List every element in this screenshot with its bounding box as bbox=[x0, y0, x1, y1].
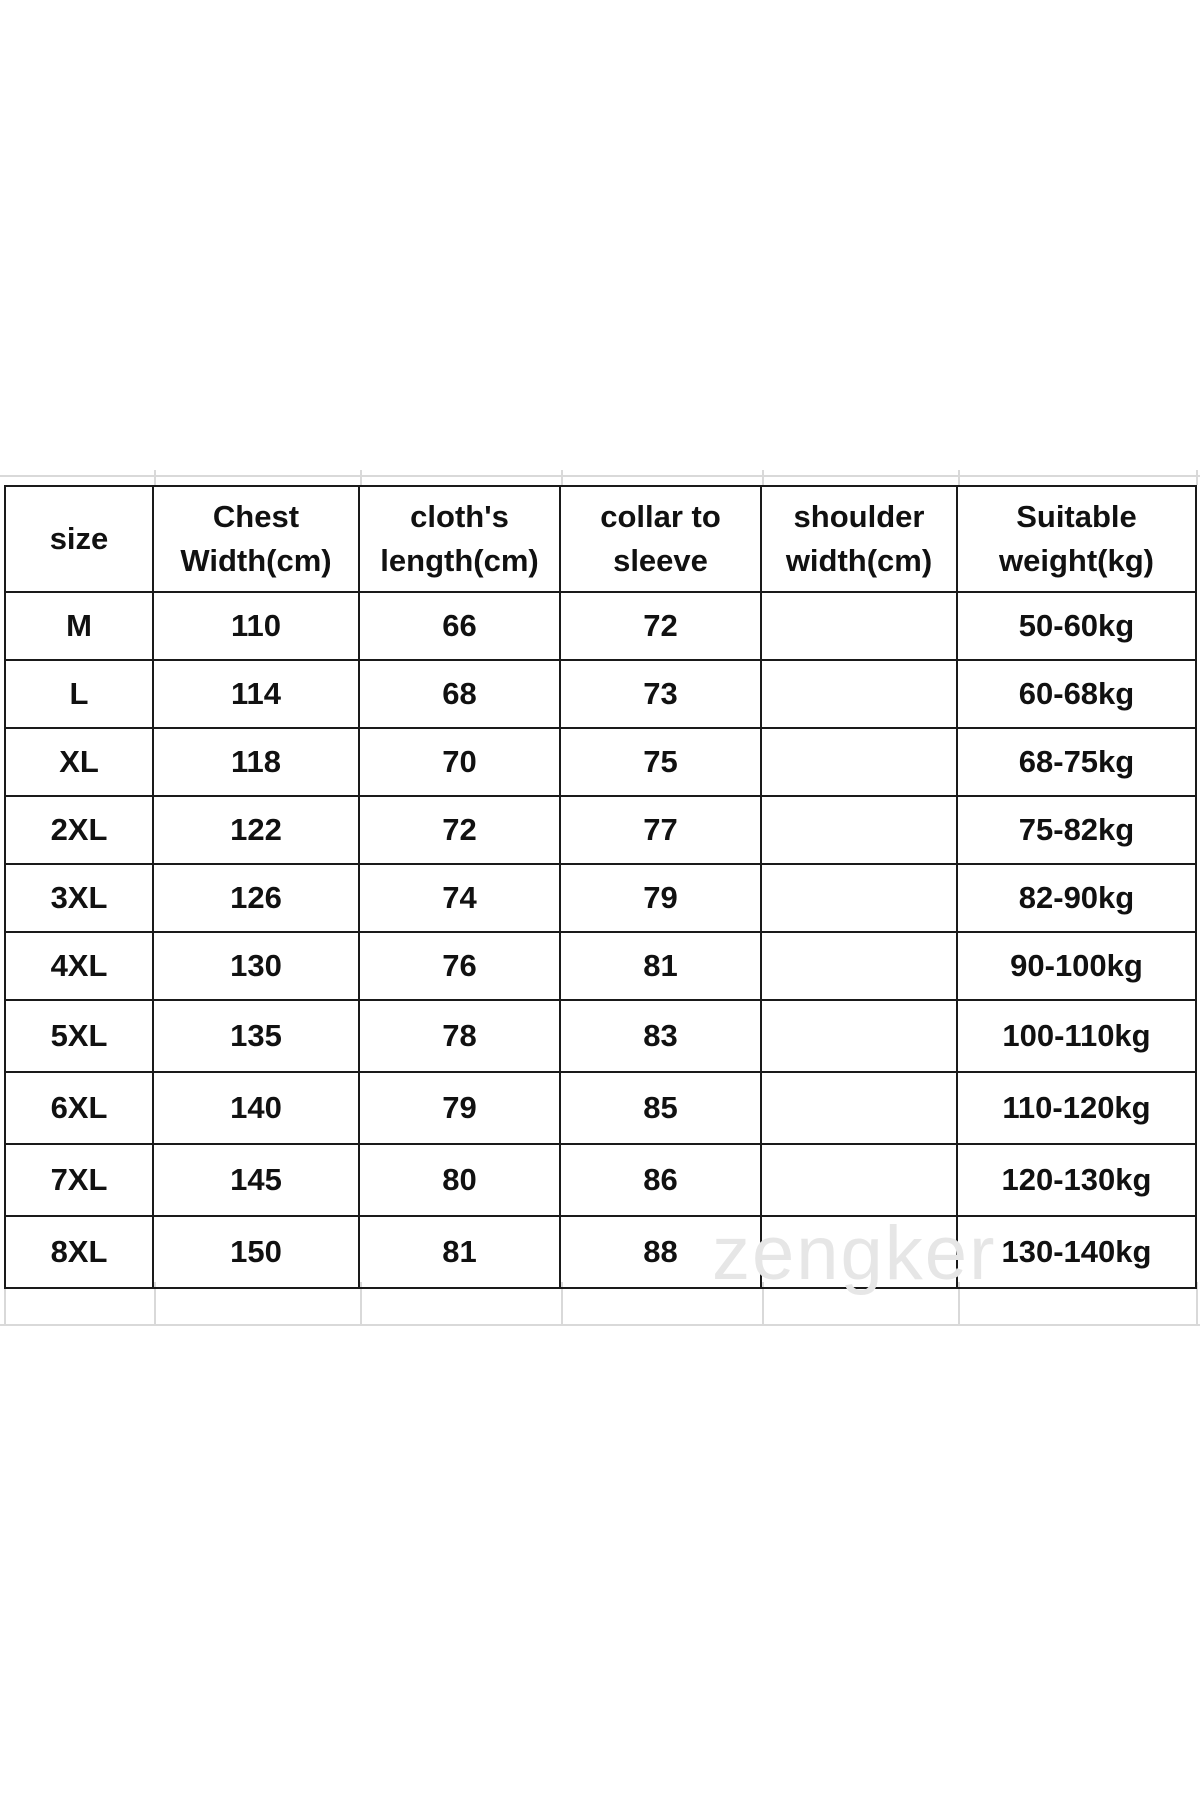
cell-shoulder-width bbox=[761, 728, 957, 796]
cell-cloth-length: 81 bbox=[359, 1216, 560, 1288]
cell-suitable-weight: 82-90kg bbox=[957, 864, 1196, 932]
cell-chest-width: 135 bbox=[153, 1000, 359, 1072]
cell-cloth-length: 80 bbox=[359, 1144, 560, 1216]
cell-size: 4XL bbox=[5, 932, 153, 1000]
cell-shoulder-width bbox=[761, 1216, 957, 1288]
cell-suitable-weight: 130-140kg bbox=[957, 1216, 1196, 1288]
cell-cloth-length: 68 bbox=[359, 660, 560, 728]
cell-collar-to-sleeve: 85 bbox=[560, 1072, 761, 1144]
cell-collar-to-sleeve: 88 bbox=[560, 1216, 761, 1288]
table-row bbox=[5, 796, 1196, 864]
cell-size: L bbox=[5, 660, 153, 728]
cell-cloth-length: 78 bbox=[359, 1000, 560, 1072]
size-chart-table bbox=[4, 485, 1197, 1289]
cell-cloth-length: 72 bbox=[359, 796, 560, 864]
header-row bbox=[5, 486, 1196, 592]
cell-shoulder-width bbox=[761, 592, 957, 660]
cell-chest-width: 140 bbox=[153, 1072, 359, 1144]
cell-size: XL bbox=[5, 728, 153, 796]
cell-chest-width: 110 bbox=[153, 592, 359, 660]
cell-collar-to-sleeve: 72 bbox=[560, 592, 761, 660]
cell-suitable-weight: 68-75kg bbox=[957, 728, 1196, 796]
table-row bbox=[5, 728, 1196, 796]
cell-shoulder-width bbox=[761, 1072, 957, 1144]
cell-size: 7XL bbox=[5, 1144, 153, 1216]
cell-collar-to-sleeve: 75 bbox=[560, 728, 761, 796]
watermark: zengker bbox=[712, 1211, 997, 1296]
cell-cloth-length: 76 bbox=[359, 932, 560, 1000]
cell-suitable-weight: 75-82kg bbox=[957, 796, 1196, 864]
header-shoulder-width: shoulder width(cm) bbox=[761, 486, 957, 592]
cell-collar-to-sleeve: 77 bbox=[560, 796, 761, 864]
cell-cloth-length: 74 bbox=[359, 864, 560, 932]
header-chest-width: Chest Width(cm) bbox=[153, 486, 359, 592]
cell-size: 2XL bbox=[5, 796, 153, 864]
cell-cloth-length: 70 bbox=[359, 728, 560, 796]
cell-size: 3XL bbox=[5, 864, 153, 932]
cell-shoulder-width bbox=[761, 932, 957, 1000]
table-body bbox=[5, 592, 1196, 1288]
cell-chest-width: 145 bbox=[153, 1144, 359, 1216]
table-row bbox=[5, 1072, 1196, 1144]
cell-suitable-weight: 90-100kg bbox=[957, 932, 1196, 1000]
cell-suitable-weight: 110-120kg bbox=[957, 1072, 1196, 1144]
cell-chest-width: 118 bbox=[153, 728, 359, 796]
cell-chest-width: 150 bbox=[153, 1216, 359, 1288]
table-row bbox=[5, 592, 1196, 660]
cell-size: 6XL bbox=[5, 1072, 153, 1144]
cell-size: 8XL bbox=[5, 1216, 153, 1288]
cell-shoulder-width bbox=[761, 864, 957, 932]
cell-chest-width: 114 bbox=[153, 660, 359, 728]
cell-collar-to-sleeve: 83 bbox=[560, 1000, 761, 1072]
table-row bbox=[5, 1144, 1196, 1216]
cell-chest-width: 130 bbox=[153, 932, 359, 1000]
cell-cloth-length: 79 bbox=[359, 1072, 560, 1144]
cell-shoulder-width bbox=[761, 1000, 957, 1072]
cell-suitable-weight: 50-60kg bbox=[957, 592, 1196, 660]
cell-chest-width: 126 bbox=[153, 864, 359, 932]
table-row bbox=[5, 864, 1196, 932]
cell-suitable-weight: 120-130kg bbox=[957, 1144, 1196, 1216]
cell-size: M bbox=[5, 592, 153, 660]
header-size: size bbox=[5, 486, 153, 592]
table-row bbox=[5, 660, 1196, 728]
header-cloth-length: cloth's length(cm) bbox=[359, 486, 560, 592]
cell-collar-to-sleeve: 86 bbox=[560, 1144, 761, 1216]
header-suitable-weight: Suitable weight(kg) bbox=[957, 486, 1196, 592]
cell-size: 5XL bbox=[5, 1000, 153, 1072]
table-row bbox=[5, 1216, 1196, 1288]
cell-cloth-length: 66 bbox=[359, 592, 560, 660]
cell-collar-to-sleeve: 73 bbox=[560, 660, 761, 728]
table-row bbox=[5, 1000, 1196, 1072]
cell-shoulder-width bbox=[761, 1144, 957, 1216]
cell-suitable-weight: 60-68kg bbox=[957, 660, 1196, 728]
header-collar-to-sleeve: collar to sleeve bbox=[560, 486, 761, 592]
cell-chest-width: 122 bbox=[153, 796, 359, 864]
cell-shoulder-width bbox=[761, 796, 957, 864]
cell-collar-to-sleeve: 81 bbox=[560, 932, 761, 1000]
cell-shoulder-width bbox=[761, 660, 957, 728]
cell-collar-to-sleeve: 79 bbox=[560, 864, 761, 932]
table-row bbox=[5, 932, 1196, 1000]
cell-suitable-weight: 100-110kg bbox=[957, 1000, 1196, 1072]
